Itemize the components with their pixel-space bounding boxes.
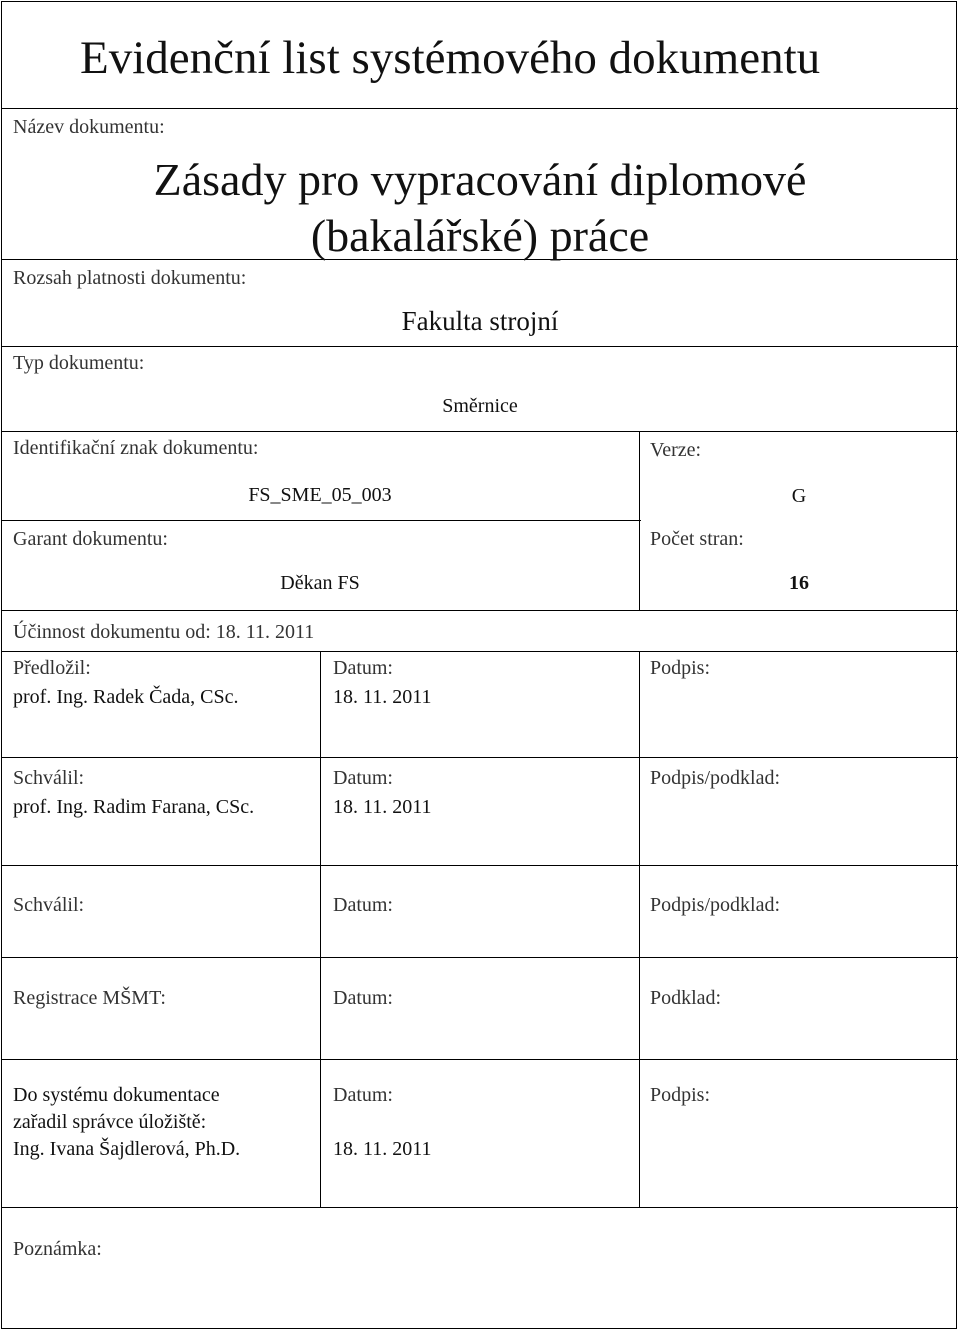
registration-role: Registrace MŠMT:	[13, 987, 166, 1009]
submitted-person: prof. Ing. Radek Čada, CSc.	[13, 686, 239, 708]
divider	[1, 1207, 958, 1208]
approved2-signature-label: Podpis/podklad:	[650, 894, 781, 916]
submitted-role: Předložil:	[13, 657, 91, 679]
guarantor-value: Děkan FS	[280, 572, 360, 594]
divider	[1, 520, 641, 521]
storage-person: Ing. Ivana Šajdlerová, Ph.D.	[13, 1138, 241, 1160]
submitted-signature-label: Podpis:	[650, 657, 711, 679]
divider	[1, 346, 958, 347]
approved-date-label: Datum:	[333, 767, 393, 789]
version-value: G	[791, 485, 807, 507]
divider	[1, 610, 958, 611]
storage-role-line2: zařadil správce úložiště:	[13, 1111, 207, 1133]
storage-date-label: Datum:	[333, 1084, 393, 1106]
validity-label: Rozsah platnosti dokumentu:	[13, 267, 247, 289]
approved2-date-label: Datum:	[333, 894, 393, 916]
approved2-role: Schválil:	[13, 894, 85, 916]
approved-date: 18. 11. 2011	[333, 796, 432, 818]
submitted-date-label: Datum:	[333, 657, 393, 679]
divider	[1, 757, 958, 758]
type-label: Typ dokumentu:	[13, 352, 145, 374]
storage-date: 18. 11. 2011	[333, 1138, 432, 1160]
registration-basis-label: Podklad:	[650, 987, 722, 1009]
storage-role-line1: Do systému dokumentace	[13, 1084, 220, 1106]
pages-label: Počet stran:	[650, 528, 744, 550]
validity-value: Fakulta strojní	[401, 306, 559, 336]
type-value: Směrnice	[442, 395, 518, 417]
identifier-label: Identifikační znak dokumentu:	[13, 437, 259, 459]
submitted-date: 18. 11. 2011	[333, 686, 432, 708]
divider	[639, 651, 640, 1207]
divider	[1, 651, 958, 652]
document-name-line2: (bakalářské) práce	[310, 210, 650, 261]
storage-signature-label: Podpis:	[650, 1084, 711, 1106]
approved-person: prof. Ing. Radim Farana, CSc.	[13, 796, 255, 818]
pages-value: 16	[789, 572, 809, 594]
registration-date-label: Datum:	[333, 987, 393, 1009]
guarantor-label: Garant dokumentu:	[13, 528, 168, 550]
form-title: Evidenční list systémového dokumentu	[80, 32, 821, 84]
identifier-value: FS_SME_05_003	[248, 484, 392, 506]
note-label: Poznámka:	[13, 1238, 102, 1260]
divider	[1, 431, 958, 432]
document-name	[0, 152, 960, 264]
effective-date: Účinnost dokumentu od: 18. 11. 2011	[13, 621, 315, 643]
approved-signature-label: Podpis/podklad:	[650, 767, 781, 789]
divider	[1, 865, 958, 866]
document-name-line1: Zásady pro vypracování diplomové	[153, 154, 807, 205]
approved-role: Schválil:	[13, 767, 85, 789]
divider	[1, 108, 958, 109]
divider	[320, 651, 321, 1207]
divider	[1, 1059, 958, 1060]
divider	[1, 957, 958, 958]
version-label: Verze:	[650, 439, 702, 461]
document-name-label: Název dokumentu:	[13, 116, 165, 138]
